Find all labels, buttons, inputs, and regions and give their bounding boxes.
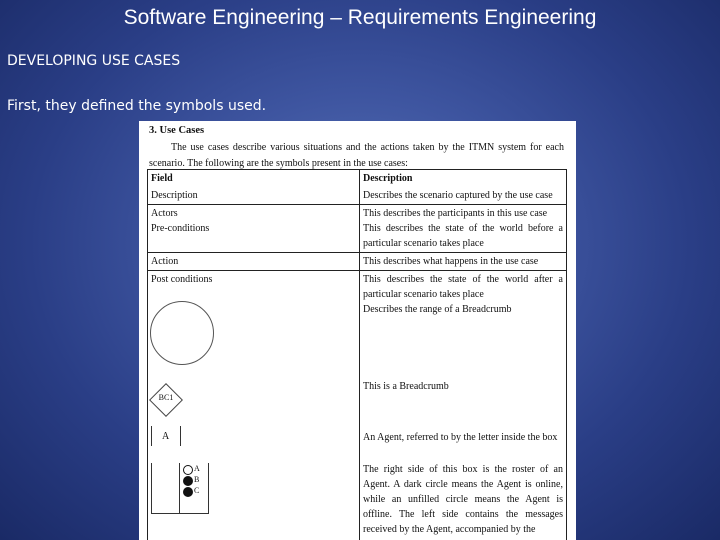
description-text: This describes the participants in this use case xyxy=(363,208,548,219)
slide-intro-text: First, they defined the symbols used. xyxy=(7,98,267,114)
slide-subtitle: DEVELOPING USE CASES xyxy=(7,53,181,69)
field-text: Pre-conditions xyxy=(151,223,210,234)
description-text: This describes the state of the world after a particular scenario takes place xyxy=(363,274,563,300)
field-cell: Action xyxy=(148,253,360,271)
roster-label-a: A xyxy=(194,464,200,473)
description-cell xyxy=(360,205,567,253)
roster-label-b: B xyxy=(194,475,200,484)
section-title: 3. Use Cases xyxy=(149,125,205,136)
description-cell xyxy=(360,271,567,429)
header-field: Field xyxy=(148,170,360,188)
table-row xyxy=(148,429,567,461)
table-row xyxy=(148,461,567,540)
description-cell: This describes what happens in the use case xyxy=(360,253,567,271)
table-row xyxy=(148,187,567,205)
field-text: Actors xyxy=(151,208,178,219)
roster-divider xyxy=(179,463,180,514)
slide-title: Software Engineering – Requirements Engineering xyxy=(123,6,597,29)
breadcrumb-label: BC1 xyxy=(158,393,174,402)
agent-label: A xyxy=(162,431,170,442)
field-cell: Description xyxy=(148,187,360,205)
description-cell: An Agent, referred to by the letter inside the box xyxy=(360,429,567,461)
roster-box-icon xyxy=(151,463,209,514)
online-circle-icon xyxy=(183,487,193,497)
description-cell: Describes the scenario captured by the use case xyxy=(360,187,567,205)
table-row xyxy=(148,205,567,253)
field-cell: Post conditions xyxy=(148,271,360,429)
header-description: Description xyxy=(360,170,567,188)
breadcrumb-range-circle-icon xyxy=(150,301,214,365)
description-text: This is a Breadcrumb xyxy=(363,381,449,392)
symbols-table xyxy=(147,169,567,540)
offline-circle-icon xyxy=(183,465,193,475)
roster-label-c: C xyxy=(194,486,200,495)
description-cell: The right side of this box is the roster of an Agent. A dark circle means the Agent is online, while an unfilled circle means the Agent is offline. The left side contains the messages received by the Agent, accompanied by the xyxy=(360,461,567,540)
description-text: This describes the state of the world before a particular scenario takes place xyxy=(363,223,563,249)
document-image xyxy=(139,121,576,540)
table-row xyxy=(148,271,567,429)
field-cell xyxy=(148,205,360,253)
table-row xyxy=(148,253,567,271)
table-header-row xyxy=(148,170,567,188)
section-intro: The use cases describe various situations and the actions taken by the ITMN system for each scenario. The following are the symbols present in the use cases: xyxy=(149,142,564,169)
description-text: Describes the range of a Breadcrumb xyxy=(363,304,512,315)
online-circle-icon xyxy=(183,476,193,486)
